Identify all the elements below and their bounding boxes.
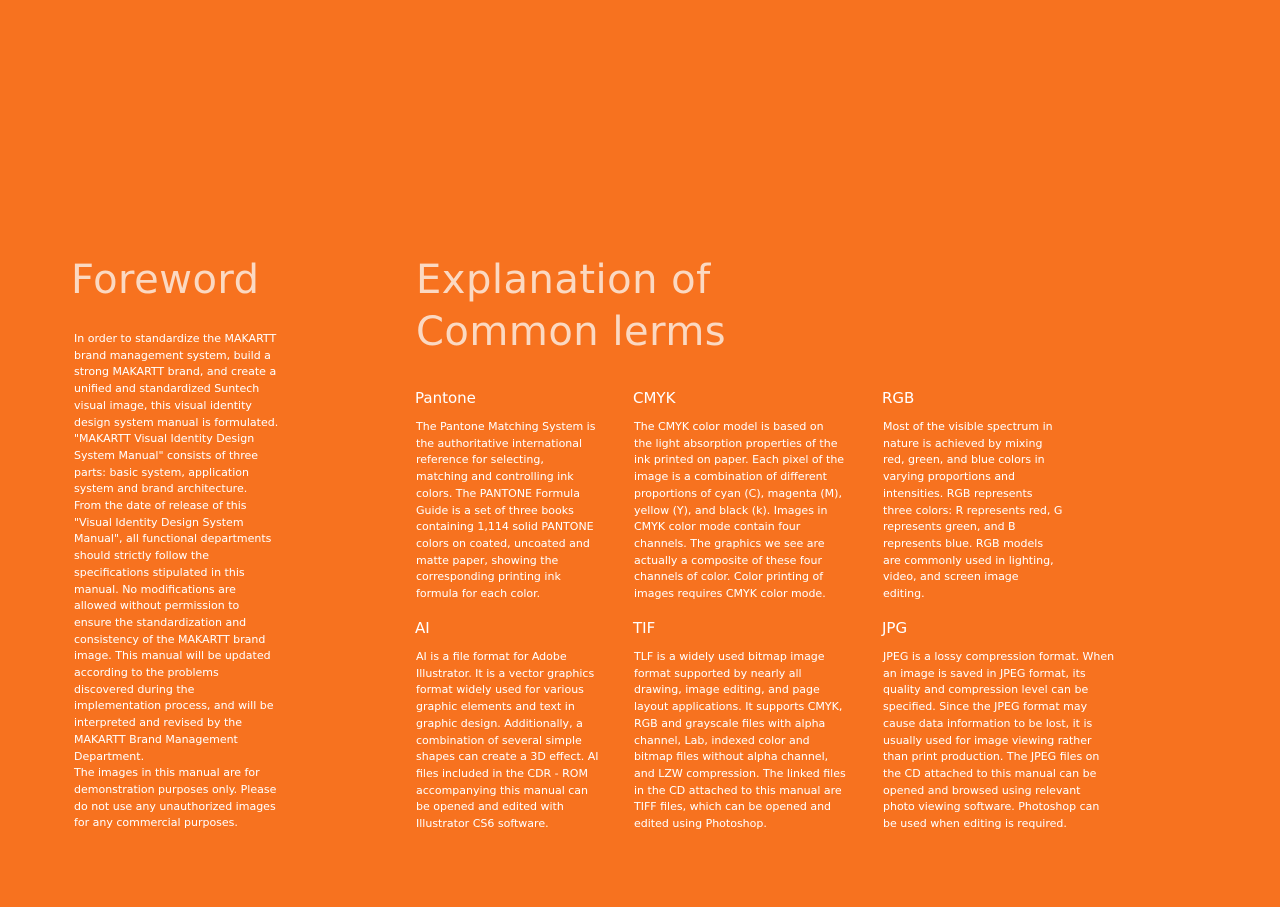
term-title: CMYK (633, 389, 676, 407)
term-title: TIF (633, 619, 656, 637)
foreword-body: In order to standardize the MAKARTT brand management system, build a strong MAKARTT brand, and create a unified and standardized Suntech visual image, this visual identity design system manual is formulated. "MAKARTT Visual Identity Design System Manual" consists of three parts: basic system, application system and brand architecture. From the date of release of this "Visual Identity Design System Manual", all functional departments should strictly follow the specifications stipulated in this manual. No modifications are allowed without permission to ensure the standardization and consistency of the MAKARTT brand image. This manual will be updated according to the problems discovered during the implementation process, and will be interpreted and revised by the MAKARTT Brand Management Department. The images in this manual are for demonstration purposes only. Please do not use any unauthorized images for any commercial purposes. (74, 332, 279, 830)
term-title: Pantone (415, 389, 476, 407)
term-body: TLF is a widely used bitmap image format supported by nearly all drawing, image editing, and page layout applications. It supports CMYK, RGB and grayscale files with alpha channel, Lab, indexed color and bitmap files without alpha channel, and LZW compression. The linked files in the CD attached to this manual are TIFF files, which can be opened and edited using Photoshop. (634, 650, 846, 831)
term-cmyk (633, 389, 848, 603)
term-pantone (415, 389, 605, 603)
foreword-title: Foreword (71, 257, 260, 303)
term-rgb (882, 389, 1072, 603)
term-body: AI is a file format for Adobe Illustrator. It is a vector graphics format widely used for various graphic elements and text in graphic design. Additionally, a combination of several simple shapes can create a 3D effect. AI files included in the CDR - ROM accompanying this manual can be opened and edited with Illustrator CS6 software. (416, 650, 599, 831)
terms-title: Explanation of Common lerms (416, 257, 727, 355)
term-body: JPEG is a lossy compression format. When an image is saved in JPEG format, its quality and compression level can be specified. Since the JPEG format may cause data information to be lost, it is usually used for image viewing rather than print production. The JPEG files on the CD attached to this manual can be opened and browsed using relevant photo viewing software. Photoshop can be used when editing is required. (883, 650, 1115, 831)
term-body: The CMYK color model is based on the light absorption properties of the ink printed on paper. Each pixel of the image is a combination of different proportions of cyan (C), magenta (M), yellow (Y), and black (k). Images in CMYK color mode contain four channels. The graphics we see are actually a composite of these four channels of color. Color printing of images requires CMYK color mode. (634, 420, 845, 601)
term-body: Most of the visible spectrum in nature is achieved by mixing red, green, and blue colors in varying proportions and intensities. RGB represents three colors: R represents red, G represents green, and B represents blue. RGB models are commonly used in lighting, video, and screen image editing. (883, 420, 1063, 601)
term-jpg (882, 619, 1122, 833)
term-tif (633, 619, 848, 833)
term-ai (415, 619, 605, 833)
term-body: The Pantone Matching System is the authoritative international reference for selecting, matching and controlling ink colors. The PANTONE Formula Guide is a set of three books containing 1,114 solid PANTONE colors on coated, uncoated and matte paper, showing the corresponding printing ink formula for each color. (416, 420, 596, 601)
term-title: RGB (882, 389, 915, 407)
term-title: AI (415, 619, 430, 637)
term-title: JPG (882, 619, 908, 637)
